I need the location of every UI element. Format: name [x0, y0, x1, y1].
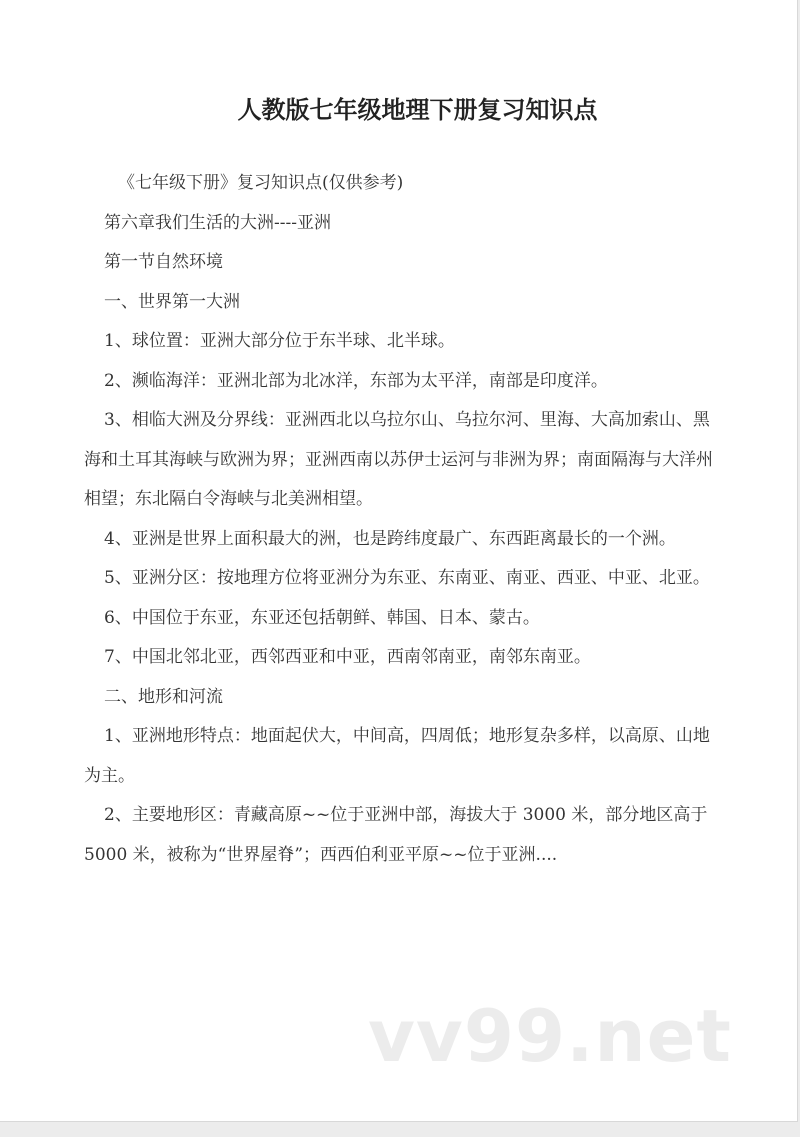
subsection-heading: 一、世界第一大洲 — [104, 291, 240, 312]
section-heading: 第一节自然环境 — [104, 252, 223, 272]
paragraph: 5、亚洲分区：按地理方位将亚洲分为东亚、东南亚、南亚、西亚、中亚、北亚。 — [104, 568, 710, 588]
paragraph: 3、相临大洲及分界线：亚洲西北以乌拉尔山、乌拉尔河、里海、大高加索山、黑海和土耳其海峡与欧洲为界；亚洲西南以苏伊士运河与非洲为界；南面隔海与大洋州相望；东北隔白令海峡与北美洲相望。 — [84, 410, 713, 509]
paragraph: 《七年级下册》复习知识点(仅供参考) — [118, 173, 404, 193]
paragraph: 6、中国位于东亚，东亚还包括朝鲜、韩国、日本、蒙古。 — [104, 607, 540, 628]
subsection-heading: 二、地形和河流 — [104, 686, 223, 707]
paragraph: 1、球位置：亚洲大部分位于东半球、北半球。 — [104, 331, 455, 351]
paragraph: 2、主要地形区：青藏高原~~位于亚洲中部，海拔大于 3000 米，部分地区高于 5000 米，被称为“世界屋脊”；西西伯利亚平原~~位于亚洲.... — [84, 805, 708, 865]
paragraph: 2、濒临海洋：亚洲北部为北冰洋，东部为太平洋，南部是印度洋。 — [104, 370, 608, 391]
chapter-heading: 第六章我们生活的大洲----亚洲 — [104, 212, 331, 233]
paragraph: 4、亚洲是世界上面积最大的洲，也是跨纬度最广、东西距离最长的一个洲。 — [104, 528, 676, 549]
paragraph: 7、中国北邻北亚，西邻西亚和中亚，西南邻南亚，南邻东南亚。 — [104, 647, 591, 667]
document-body — [84, 164, 720, 875]
watermark: vv99.net — [368, 994, 732, 1078]
paragraph: 1、亚洲地形特点：地面起伏大，中间高，四周低；地形复杂多样，以高原、山地为主。 — [84, 726, 710, 786]
document-title: 人教版七年级地理下册复习知识点 — [237, 96, 598, 124]
